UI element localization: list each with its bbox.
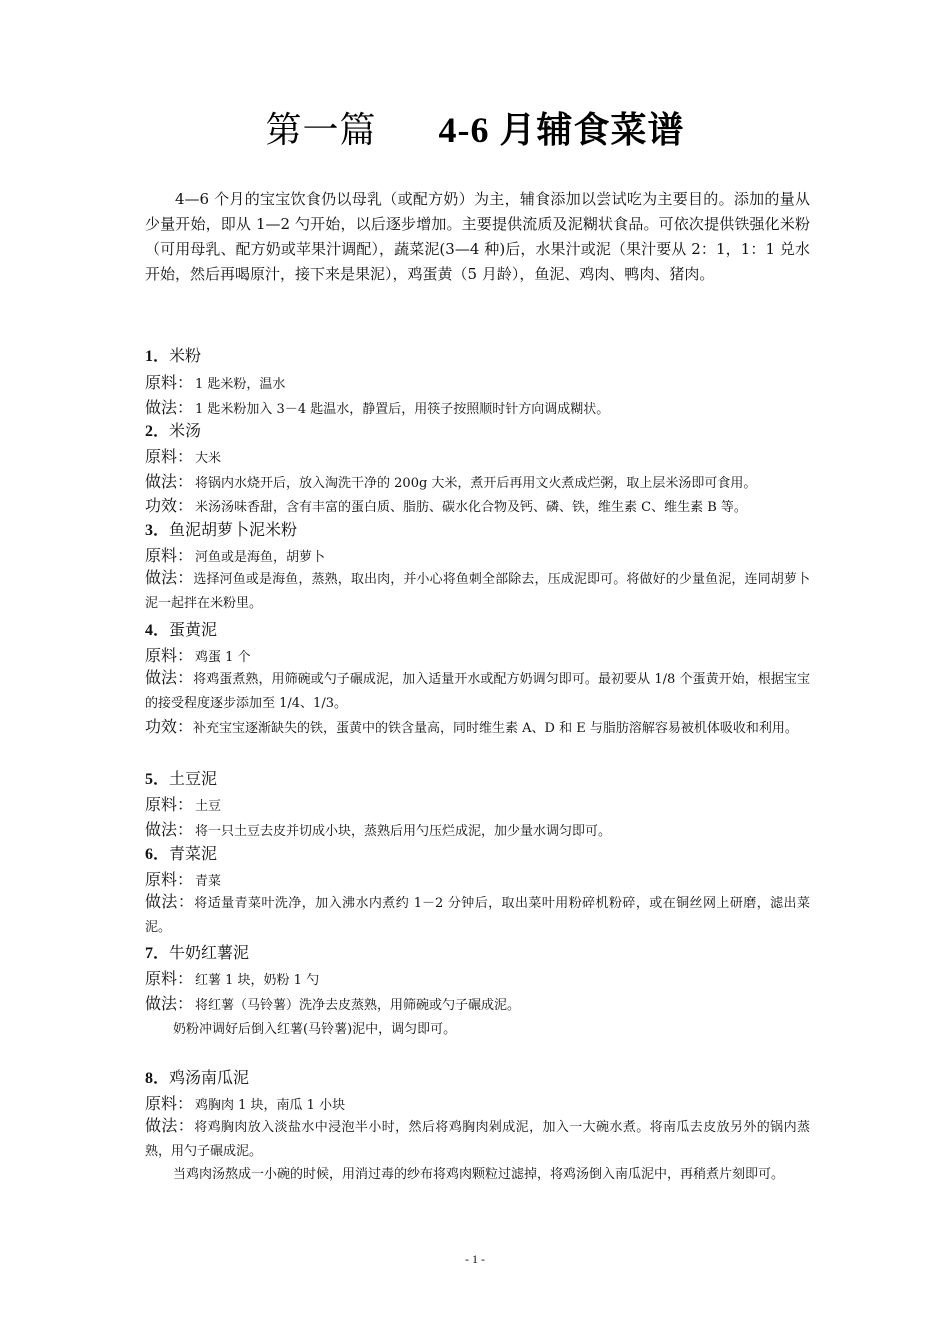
recipe-benefit: 功效：补充宝宝逐渐缺失的铁，蛋黄中的铁含量高，同时维生素 A、D 和 E 与脂肪溶解容易被机体吸收和利用。 — [145, 717, 798, 736]
recipe-ingredients: 原料： 1 匙米粉，温水 — [145, 373, 286, 392]
title-text: 4-6 月辅食菜谱 — [438, 110, 685, 150]
recipe-ingredients: 原料： 河鱼或是海鱼，胡萝卜 — [145, 546, 326, 565]
recipe-ingredients: 原料： 青菜 — [145, 870, 222, 889]
recipe-method: 做法： 将红薯（马铃薯）洗净去皮蒸熟，用筛碗或勺子碾成泥。 — [145, 994, 521, 1013]
recipe-ingredients: 原料： 大米 — [145, 447, 222, 466]
recipe-heading: 2．米汤 — [145, 421, 202, 440]
recipe-method: 做法：将鸡蛋煮熟，用筛碗或勺子碾成泥，加入适量开水或配方奶调匀即可。最初要从 1/8 个蛋黄开始，根据宝宝的接受程度逐步添加至 1/4、1/3。 — [145, 668, 810, 711]
page-title — [0, 102, 950, 153]
recipe-heading: 4．蛋黄泥 — [145, 620, 218, 639]
recipe-heading: 1．米粉 — [145, 346, 202, 365]
recipe-ingredients: 原料： 鸡胸肉 1 块，南瓜 1 小块 — [145, 1094, 346, 1113]
recipe-ingredients: 原料： 红薯 1 块，奶粉 1 勺 — [145, 969, 320, 988]
recipe-heading: 8．鸡汤南瓜泥 — [145, 1068, 250, 1087]
intro-paragraph: 4—6 个月的宝宝饮食仍以母乳（或配方奶）为主，辅食添加以尝试吃为主要目的。添加的量从少量开始，即从 1—2 勺开始，以后逐步增加。主要提供流质及泥糊状食品。可依次提供铁强化米粉（可用母乳、配方奶或苹果汁调配），蔬菜泥(3—4 种)后，水果汁或泥（果汁要从 2：1，1：1 兑水开始，然后再喝原汁，接下来是果泥），鸡蛋黄（5 月龄），鱼泥、鸡肉、鸭肉、猪肉。 — [145, 190, 810, 283]
recipe-method: 做法： 1 匙米粉加入 3－4 匙温水，静置后，用筷子按照顺时针方向调成糊状。 — [145, 398, 610, 417]
recipe-benefit: 功效： 米汤汤味香甜，含有丰富的蛋白质、脂肪、碳水化合物及钙、磷、铁，维生素 C、维生素 B 等。 — [145, 496, 747, 515]
recipe-note: 当鸡肉汤熬成一小碗的时候，用消过毒的纱布将鸡肉颗粒过滤掉，将鸡汤倒入南瓜泥中，再稍煮片刻即可。 — [173, 1167, 785, 1182]
page-number: - 1 - — [465, 1252, 485, 1266]
recipe-method: 做法：将鸡胸肉放入淡盐水中浸泡半小时，然后将鸡胸肉剁成泥，加入一大碗水煮。将南瓜去皮放另外的锅内蒸熟，用勺子碾成泥。 — [145, 1116, 810, 1159]
recipe-heading: 3．鱼泥胡萝卜泥米粉 — [145, 520, 298, 539]
recipe-method: 做法： 将锅内水烧开后，放入淘洗干净的 200g 大米，煮开后再用文火煮成烂粥，取上层米汤即可食用。 — [145, 472, 757, 491]
recipe-ingredients: 原料： 鸡蛋 1 个 — [145, 646, 251, 665]
recipe-heading: 6．青菜泥 — [145, 844, 218, 863]
recipe-method: 做法： 将一只土豆去皮并切成小块，蒸熟后用勺压烂成泥，加少量水调匀即可。 — [145, 820, 612, 839]
recipe-ingredients: 原料： 土豆 — [145, 795, 222, 814]
recipe-heading: 7．牛奶红薯泥 — [145, 943, 250, 962]
recipe-note: 奶粉冲调好后倒入红薯(马铃薯)泥中，调匀即可。 — [173, 1022, 457, 1037]
recipe-method: 做法：将适量青菜叶洗净，加入沸水内煮约 1－2 分钟后，取出菜叶用粉碎机粉碎，或在铜丝网上研磨，滤出菜泥。 — [145, 892, 810, 935]
title-part: 第一篇 — [265, 110, 377, 151]
recipe-heading: 5．土豆泥 — [145, 769, 218, 788]
recipe-method: 做法：选择河鱼或是海鱼，蒸熟，取出肉，并小心将鱼刺全部除去，压成泥即可。将做好的少量鱼泥，连同胡萝卜泥一起拌在米粉里。 — [145, 568, 810, 611]
